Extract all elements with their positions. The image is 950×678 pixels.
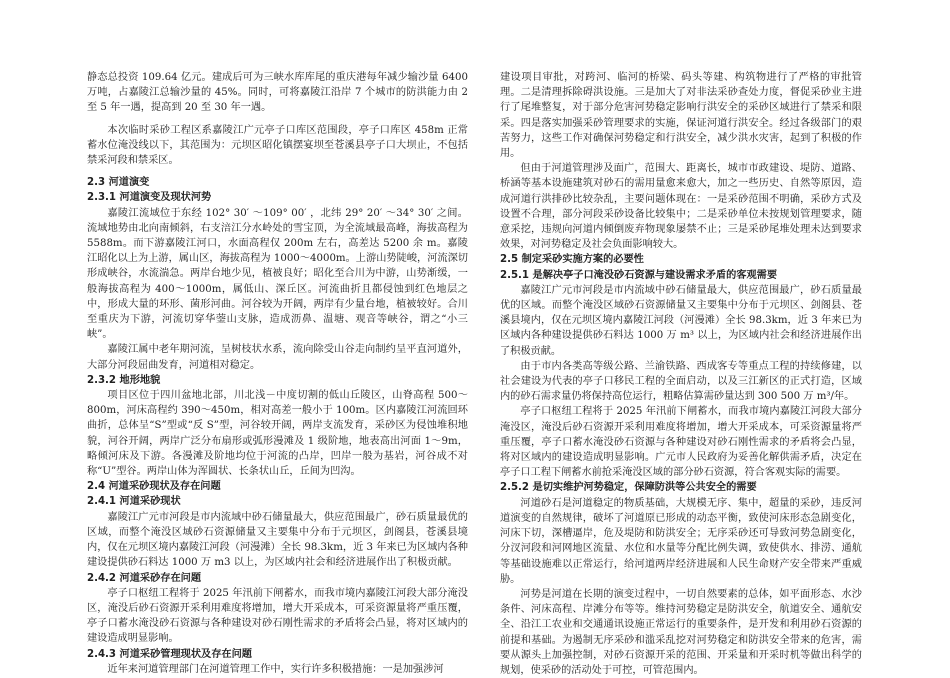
heading-2-5: 2.5 制定采砂实施方案的必要性	[500, 254, 644, 266]
management-paragraph-continued: 建设项目审批，对跨河、临河的桥梁、码头等建、构筑物进行了严格的审批管理。二是清理拆除碍洪设施。三是加大了对非法采砂查处力度，督促采砂业主进行了尾堆整复，对于部分危害河势稳定影响行洪安全的采砂区域进行了禁采和限采。四是落实加强采砂管理要求的实施，保证河道行洪安全。经过各级部门的艰苦努力，这些工作对确保河势稳定和行洪安全，减少洪水灾害，起到了积极的作用。	[500, 72, 862, 160]
paragraph-2-3-2: 项目区位于四川盆地北部，川北浅－中度切割的低山丘陵区，山脊高程 500～800m，河床高程约 390～450m，相对高差一般小于 100m。区内嘉陵江河流回环曲折，总体呈“S”型或“反 S”型，河谷较开阔，两岸支流发育，采砂区为侵蚀堆积地貌，河谷开阔，两岸广泛分布扇形或弧形漫滩及 1 级阶地，地表高出河面 1～9m，略倾河床及下游。各漫滩及阶地均位于河流的凸岸，凹岸一般为基岩，河谷成不对称“U”型谷。两岸山体为浑圆状、长条状山丘，丘间为凹沟。	[87, 390, 468, 478]
paragraph-2-5-2-b: 河势是河道在长期的演变过程中，一切自然要素的总体，如平面形态、水沙条件、河床高程、岸滩分布等等。维持河势稳定是防洪安全，航道安全、通航安全、沿江工农业和交通通讯设施正常运行的重要条件，是开发和利用砂石资源的前提和基础。为遏制无序采砂和滥采乱挖对河势稳定和防洪安全带来的危害，需要从源头上加强控制，对砂石资源开采的范围、开采量和开采时机等做出科学的规划，使采砂的活动处于可控，可管范围内。	[500, 588, 862, 676]
paragraph-2-5-1-c: 亭子口枢纽工程将于 2025 年汛前下闸蓄水，而我市境内嘉陵江河段大部分淹没区，淹没后砂石资源开采利用难度将增加，增大开采成本，可采资源量将严重压覆，亭子口蓄水淹没砂石资源与各种建设对砂石刚性需求的矛盾将会凸显，将对区域内的建设造成明显影响。广元市人民政府为妥善化解供需矛盾，决定在亭子口工程下闸蓄水前抢采淹没区域的部分砂石资源，符合客观实际的需要。	[500, 406, 862, 479]
paragraph-2-5-1-a: 嘉陵江广元市河段是市内流域中砂石储量最大，供应范围最广，砂石质量最优的区域。而整个淹没区域砂石资源储量又主要集中分布于元坝区、剑阁县、苍溪县境内，仅在元坝区境内嘉陵江河段（河漫滩）全长 98.3km，近 3 年来已为区域内各种建设提供砂石料达 1000 万 m³ 以上，为区域内社会和经济进展作出了积极贡献。	[500, 284, 862, 357]
paragraph-2-3-1-b: 嘉陵江属中老年期河流，呈树枝状水系，流向除受山谷走向制约呈平直河道外，大部分河段屈曲发育，河道相对稳定。	[87, 344, 468, 371]
left-column	[87, 70, 468, 677]
paragraph-2-4-2: 亭子口枢纽工程将于 2025 年汛前下闸蓄水，而我市境内嘉陵江河段大部分淹没区，淹没后砂石资源开采利用难度将增加，增大开采成本，可采资源量将严重压覆，亭子口蓄水淹没砂石资源与各种建设对砂石刚性需求的矛盾将会凸显，将对区域内的建设造成明显影响。	[87, 587, 468, 645]
paragraph-2-3-1-a: 嘉陵江流域位于东经 102° 30′ ～109° 00′ ，北纬 29° 20′ ～34° 30′ 之间。流域地势由北向南倾斜，右支涪江分水岭处的雪宝顶，为全流域最高峰，海拔高程为 5588m。而下游嘉陵江河口，水面高程仅 200m 左右，高差达 5200 余 m。嘉陵江昭化以上为上游，属山区，海拔高程为 1000～4000m。上游山势陡峻，河流深切形成峡谷，水流湍急。两岸台地少见，植被良好；昭化至合川为中游，山势渐缓，一般海拔高程为 400～1000m，属低山、深丘区。河流曲折且都侵蚀到红色地层之中，形成大量的环形、菌形河曲。河谷较为开阔，两岸有少量台地，植被较好。合川至重庆为下游，河流切穿华蓥山支脉，造成沥鼻、温塘、观音等峡谷，谓之“小三峡”。	[87, 207, 468, 341]
intro-paragraph-continued: 静态总投资 109.64 亿元。建成后可为三峡水库库尾的重庆港每年减少输沙量 6400 万吨，占嘉陵江总输沙量的 45%。同时，可将嘉陵江沿岸 7 个城市的防洪能力由 2 至 5 年一遇，提高到 20 至 30 年一遇。	[87, 72, 468, 114]
paragraph-2-5-1-b: 由于市内各类高等级公路、兰渝铁路、西成客专等重点工程的持续修建，以社会建设为代表的亭子口移民工程的全面启动，以及三江新区的正式打造，区域内的砂石需求量仍将保持高位运行，粗略估算需砂量达到 300 500 万 m³/年。	[500, 360, 862, 403]
heading-2-4-2: 2.4.2 河道采砂存在问题	[87, 572, 202, 584]
heading-2-4-1: 2.4.1 河道采砂现状	[87, 496, 181, 508]
heading-2-3-2: 2.3.2 地形地貌	[87, 374, 161, 386]
right-column	[500, 70, 862, 678]
heading-2-5-1: 2.5.1 是解决亭子口淹没砂石资源与建设需求矛盾的客观需要	[500, 269, 778, 281]
heading-2-3: 2.3 河道演变	[87, 177, 150, 189]
paragraph-2-4-3: 近年来河道管理部门在河道管理工作中，实行许多积极措施：一是加强涉河	[107, 663, 444, 675]
paragraph-2-5-2-a: 河道砂石是河道稳定的物质基础，大规模无序、集中，超量的采砂，违反河道演变的自然规律，破坏了河道原已形成的动态平衡，致使河床形态急剧变化，河床下切，深槽逼岸，危及堤防和防洪安全；无序采砂还可导致河势急剧变化，分汊河段和河网地区流量、水位和水量等分配比例失调，致使供水、排涝、通航等基础设施难以正常运行，给河道两岸经济进展和人民生命财产安全带来严重威胁。	[500, 497, 862, 585]
heading-2-3-1: 2.3.1 河道演变及现状河势	[87, 192, 212, 204]
scope-paragraph: 本次临时采砂工程区系嘉陵江广元亭子口库区范围段，亭子口库区 458m 正常蓄水位淹没线以下，其范围为：元坝区昭化镇摆宴坝至苍溪县亭子口大坝止，不包括禁采河段和禁采区。	[87, 124, 468, 167]
heading-2-4-3: 2.4.3 河道采砂管理现状及存在问题	[87, 648, 252, 660]
problems-paragraph: 但由于河道管理涉及面广，范围大、距离长，城市市政建设、堤防、道路、桥涵等基本设施建筑对砂石的需用量愈来愈大，加之一些历史、自然等原因，造成河道行洪排砂比较杂乱，主要问题体现在：一是采砂范围不明确，采砂方式及设置不合理，部分河段采砂设备比较集中；二是采砂单位未按规划管理要求，随意采挖，违规向河道内倾倒废弃物现象屡禁不止；三是采砂尾堆处理未达到要求效果，对河势稳定及社会负面影响较大。	[500, 163, 862, 251]
paragraph-2-4-1: 嘉陵江广元市河段是市内流域中砂石储量最大，供应范围最广，砂石质量最优的区域，而整个淹没区域砂石资源储量又主要集中分布于元坝区，剑阁县，苍溪县境内，仅在元坝区境内嘉陵江河段（河漫滩）全长 98.3km，近 3 年来已为区域内各种建设提供砂石料达 1000 万 m3 以上，为区域内社会和经济进展作出了积极贡献。	[87, 511, 468, 569]
heading-2-4: 2.4 河道采砂现状及存在问题	[87, 481, 221, 493]
heading-2-5-2: 2.5.2 是切实维护河势稳定，保障防洪等公共安全的需要	[500, 482, 757, 494]
